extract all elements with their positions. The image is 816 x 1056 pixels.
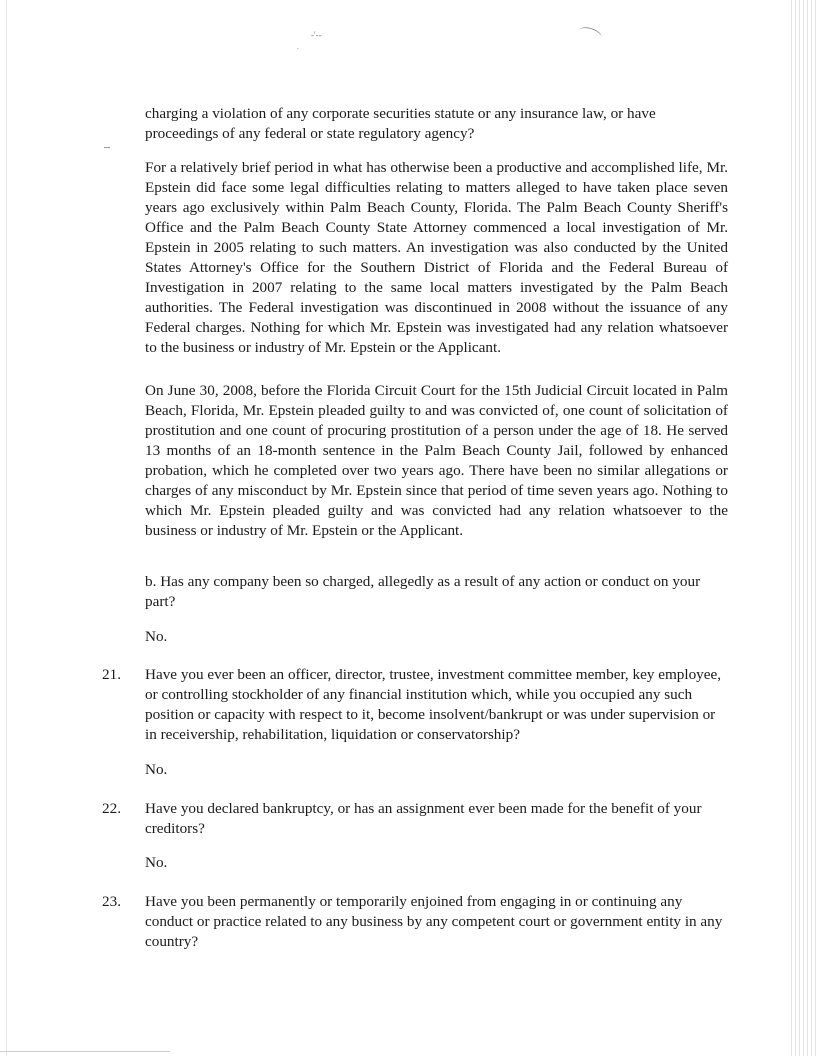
question-23: Have you been permanently or temporarily enjoined from engaging in or continuing any conduct or practice related to any business by any competent court or government entity in any country? [145, 893, 723, 950]
question-21: Have you ever been an officer, director, trustee, investment committee member, key employee, or controlling stockholder of any financial institution which, while you occupied any such position or capacity with respect to it, become insolvent/bankrupt or was under supervision or in receivership, rehabilitation, liquidation or conservatorship? [145, 666, 722, 743]
question-23-number: 23. [102, 893, 121, 910]
answer-22: No. [145, 854, 168, 871]
scan-right-edge [788, 0, 816, 1056]
scan-mark-top: -'-- [311, 30, 322, 40]
paragraph-conviction: On June 30, 2008, before the Florida Circuit Court for the 15th Judicial Circuit located in Palm Beach, Florida, Mr. Epstein pleaded guilty to and was convicted of, one count of solicitation of prostitution and one count of procuring prostitution of a person under the age of 18. He served 13 months of an 18-month sentence in the Palm Beach County Jail, followed by enhanced probation, which he completed over two years ago. There have been no similar allegations or charges of any misconduct by Mr. Epstein since that period of time seven years ago. Nothing to which Mr. Epstein pleaded guilty and was convicted had any relation whatsoever to the business or industry of Mr. Epstein or the Applicant. [145, 382, 728, 539]
answer-b: No. [145, 628, 168, 645]
question-21-number: 21. [102, 666, 121, 683]
question-b: b. Has any company been so charged, allegedly as a result of any action or conduct on your part? [145, 573, 701, 610]
scan-mark-dot: . [297, 43, 299, 51]
margin-tick [104, 147, 110, 148]
answer-21: No. [145, 761, 168, 778]
question-22: Have you declared bankruptcy, or has an assignment ever been made for the benefit of your creditors? [145, 800, 702, 837]
question-22-number: 22. [102, 800, 121, 817]
paragraph-continued-question: charging a violation of any corporate securities statute or any insurance law, or have proceedings of any federal or state regulatory agency? [145, 105, 656, 142]
scan-left-edge [6, 0, 7, 1056]
paragraph-legal-history: For a relatively brief period in what has otherwise been a productive and accomplished life, Mr. Epstein did face some legal difficulties relating to matters alleged to have taken place seven years ago exclusively within Palm Beach County, Florida. The Palm Beach County Sheriff's Office and the Palm Beach County State Attorney commenced a local investigation of Mr. Epstein in 2005 relating to such matters. An investigation was also conducted by the United States Attorney's Office for the Southern District of Florida and the Federal Bureau of Investigation in 2007 relating to the same local matters investigated by the Palm Beach authorities. The Federal investigation was discontinued in 2008 without the issuance of any Federal charges. Nothing for which Mr. Epstein was investigated had any relation whatsoever to the business or industry of Mr. Epstein or the Applicant. [145, 159, 728, 356]
scan-mark-arc [577, 25, 604, 45]
scan-bottom-edge [0, 1051, 170, 1052]
